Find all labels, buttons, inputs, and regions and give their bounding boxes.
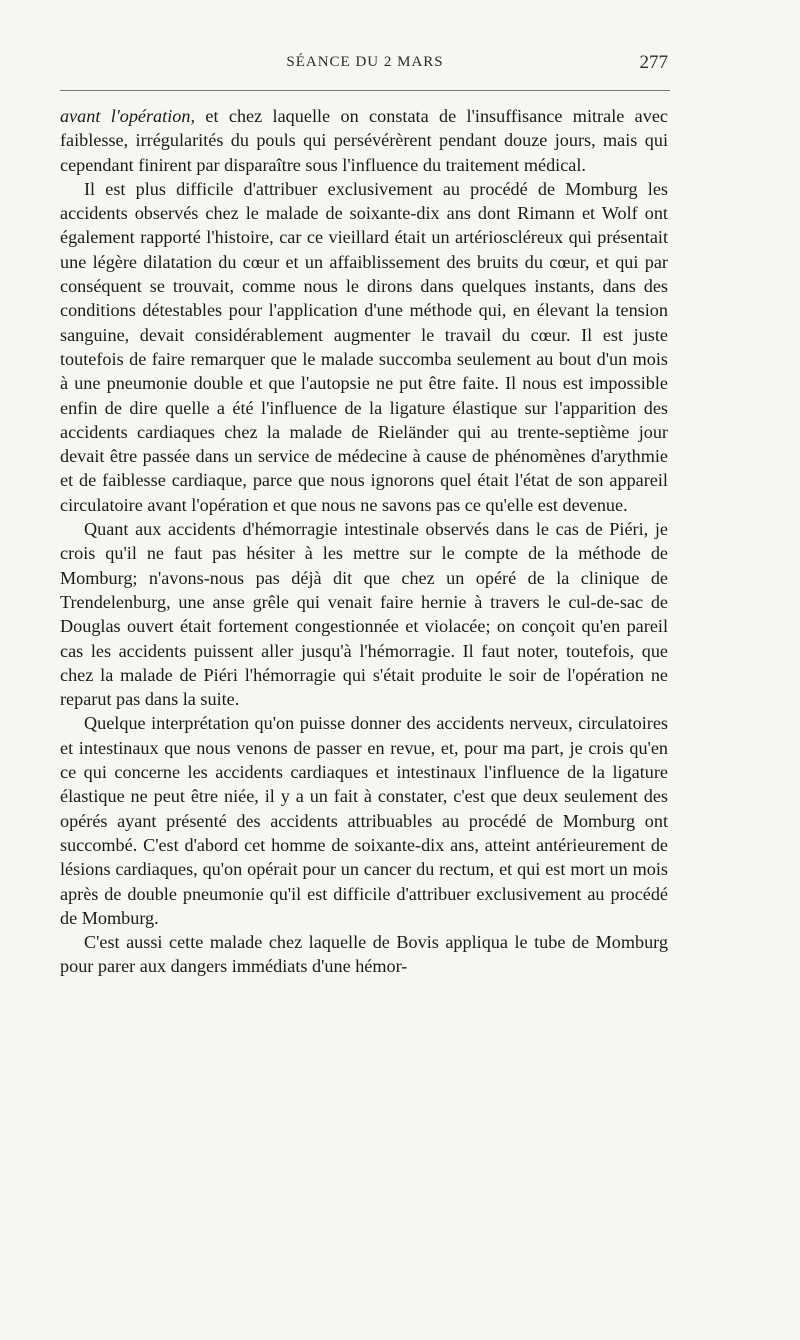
paragraph-1-text: et chez laquelle on constata de l'insuffisance mitrale avec faiblesse, irrégularités du pouls qui persévérèrent pendant douze jours, mais qui cependant finirent par disparaître sous l'influence du traitement médical. [60, 106, 668, 175]
page-header [60, 52, 670, 80]
paragraph-4: Quelque interprétation qu'on puisse donner des accidents nerveux, circulatoires et intestinaux que nous venons de passer en revue, et, pour ma part, je crois qu'en ce qui concerne les accidents cardiaques et intestinaux l'influence de la ligature élastique ne peut être niée, il y a un fait à constater, c'est que deux seulement des opérés ayant présenté des accidents attribuables au procédé de Momburg ont succombé. C'est d'abord cet homme de soixante-dix ans, atteint antérieurement de lésions cardiaques, qu'on opérait pour un cancer du rectum, et qui est mort un mois après de double pneumonie qu'il est difficile d'attribuer exclusivement au procédé de Momburg. [60, 713, 668, 928]
header-rule [60, 90, 670, 91]
paragraph-3: Quant aux accidents d'hémorragie intestinale observés dans le cas de Piéri, je crois qu'il ne faut pas hésiter à les mettre sur le compte de la méthode de Momburg; n'avons-nous pas déjà dit que chez un opéré de la clinique de Trendelenburg, une anse grêle qui venait faire hernie à travers le cul-de-sac de Douglas ouvert était fortement congestionnée et violacée; on conçoit qu'en pareil cas les accidents puissent aller jusqu'à l'hémorragie. Il faut noter, toutefois, que chez la malade de Piéri l'hémorragie qui s'était produite le soir de l'opération ne reparut pas dans la suite. [60, 519, 668, 710]
paragraph-5: C'est aussi cette malade chez laquelle de Bovis appliqua le tube de Momburg pour parer aux dangers immédiats d'une hémor- [60, 932, 668, 977]
body-text [60, 104, 668, 979]
page-number: 277 [639, 52, 668, 73]
italic-lead: avant l'opération, [60, 106, 195, 126]
paragraph-2: Il est plus difficile d'attribuer exclusivement au procédé de Momburg les accidents observés chez le malade de soixante-dix ans dont Rimann et Wolf ont également rapporté l'histoire, car ce vieillard était un artérioscléreux qui présentait une légère dilatation du cœur et un affaiblissement des bruits du cœur, et qui par conséquent se trouvait, comme nous le dirons dans quelques instants, dans des conditions détestables pour l'application d'une méthode qui, en élevant la tension sanguine, devait considérablement augmenter le travail du cœur. Il est juste toutefois de faire remarquer que le malade succomba seulement au bout d'un mois à une pneumonie double et que l'autopsie ne put être faite. Il nous est impossible enfin de dire quelle a été l'influence de la ligature élastique sur l'apparition des accidents cardiaques chez la malade de Rieländer qui au trente-septième jour devait être passée dans un service de médecine à cause de phénomènes d'arythmie et de faiblesse cardiaque, parce que nous ignorons quel était l'état de son appareil circulatoire avant l'opération et que nous ne savons pas ce qu'elle est devenue. [60, 178, 668, 515]
paragraph-1 [60, 104, 668, 177]
running-title: SÉANCE DU 2 MARS [286, 54, 444, 70]
